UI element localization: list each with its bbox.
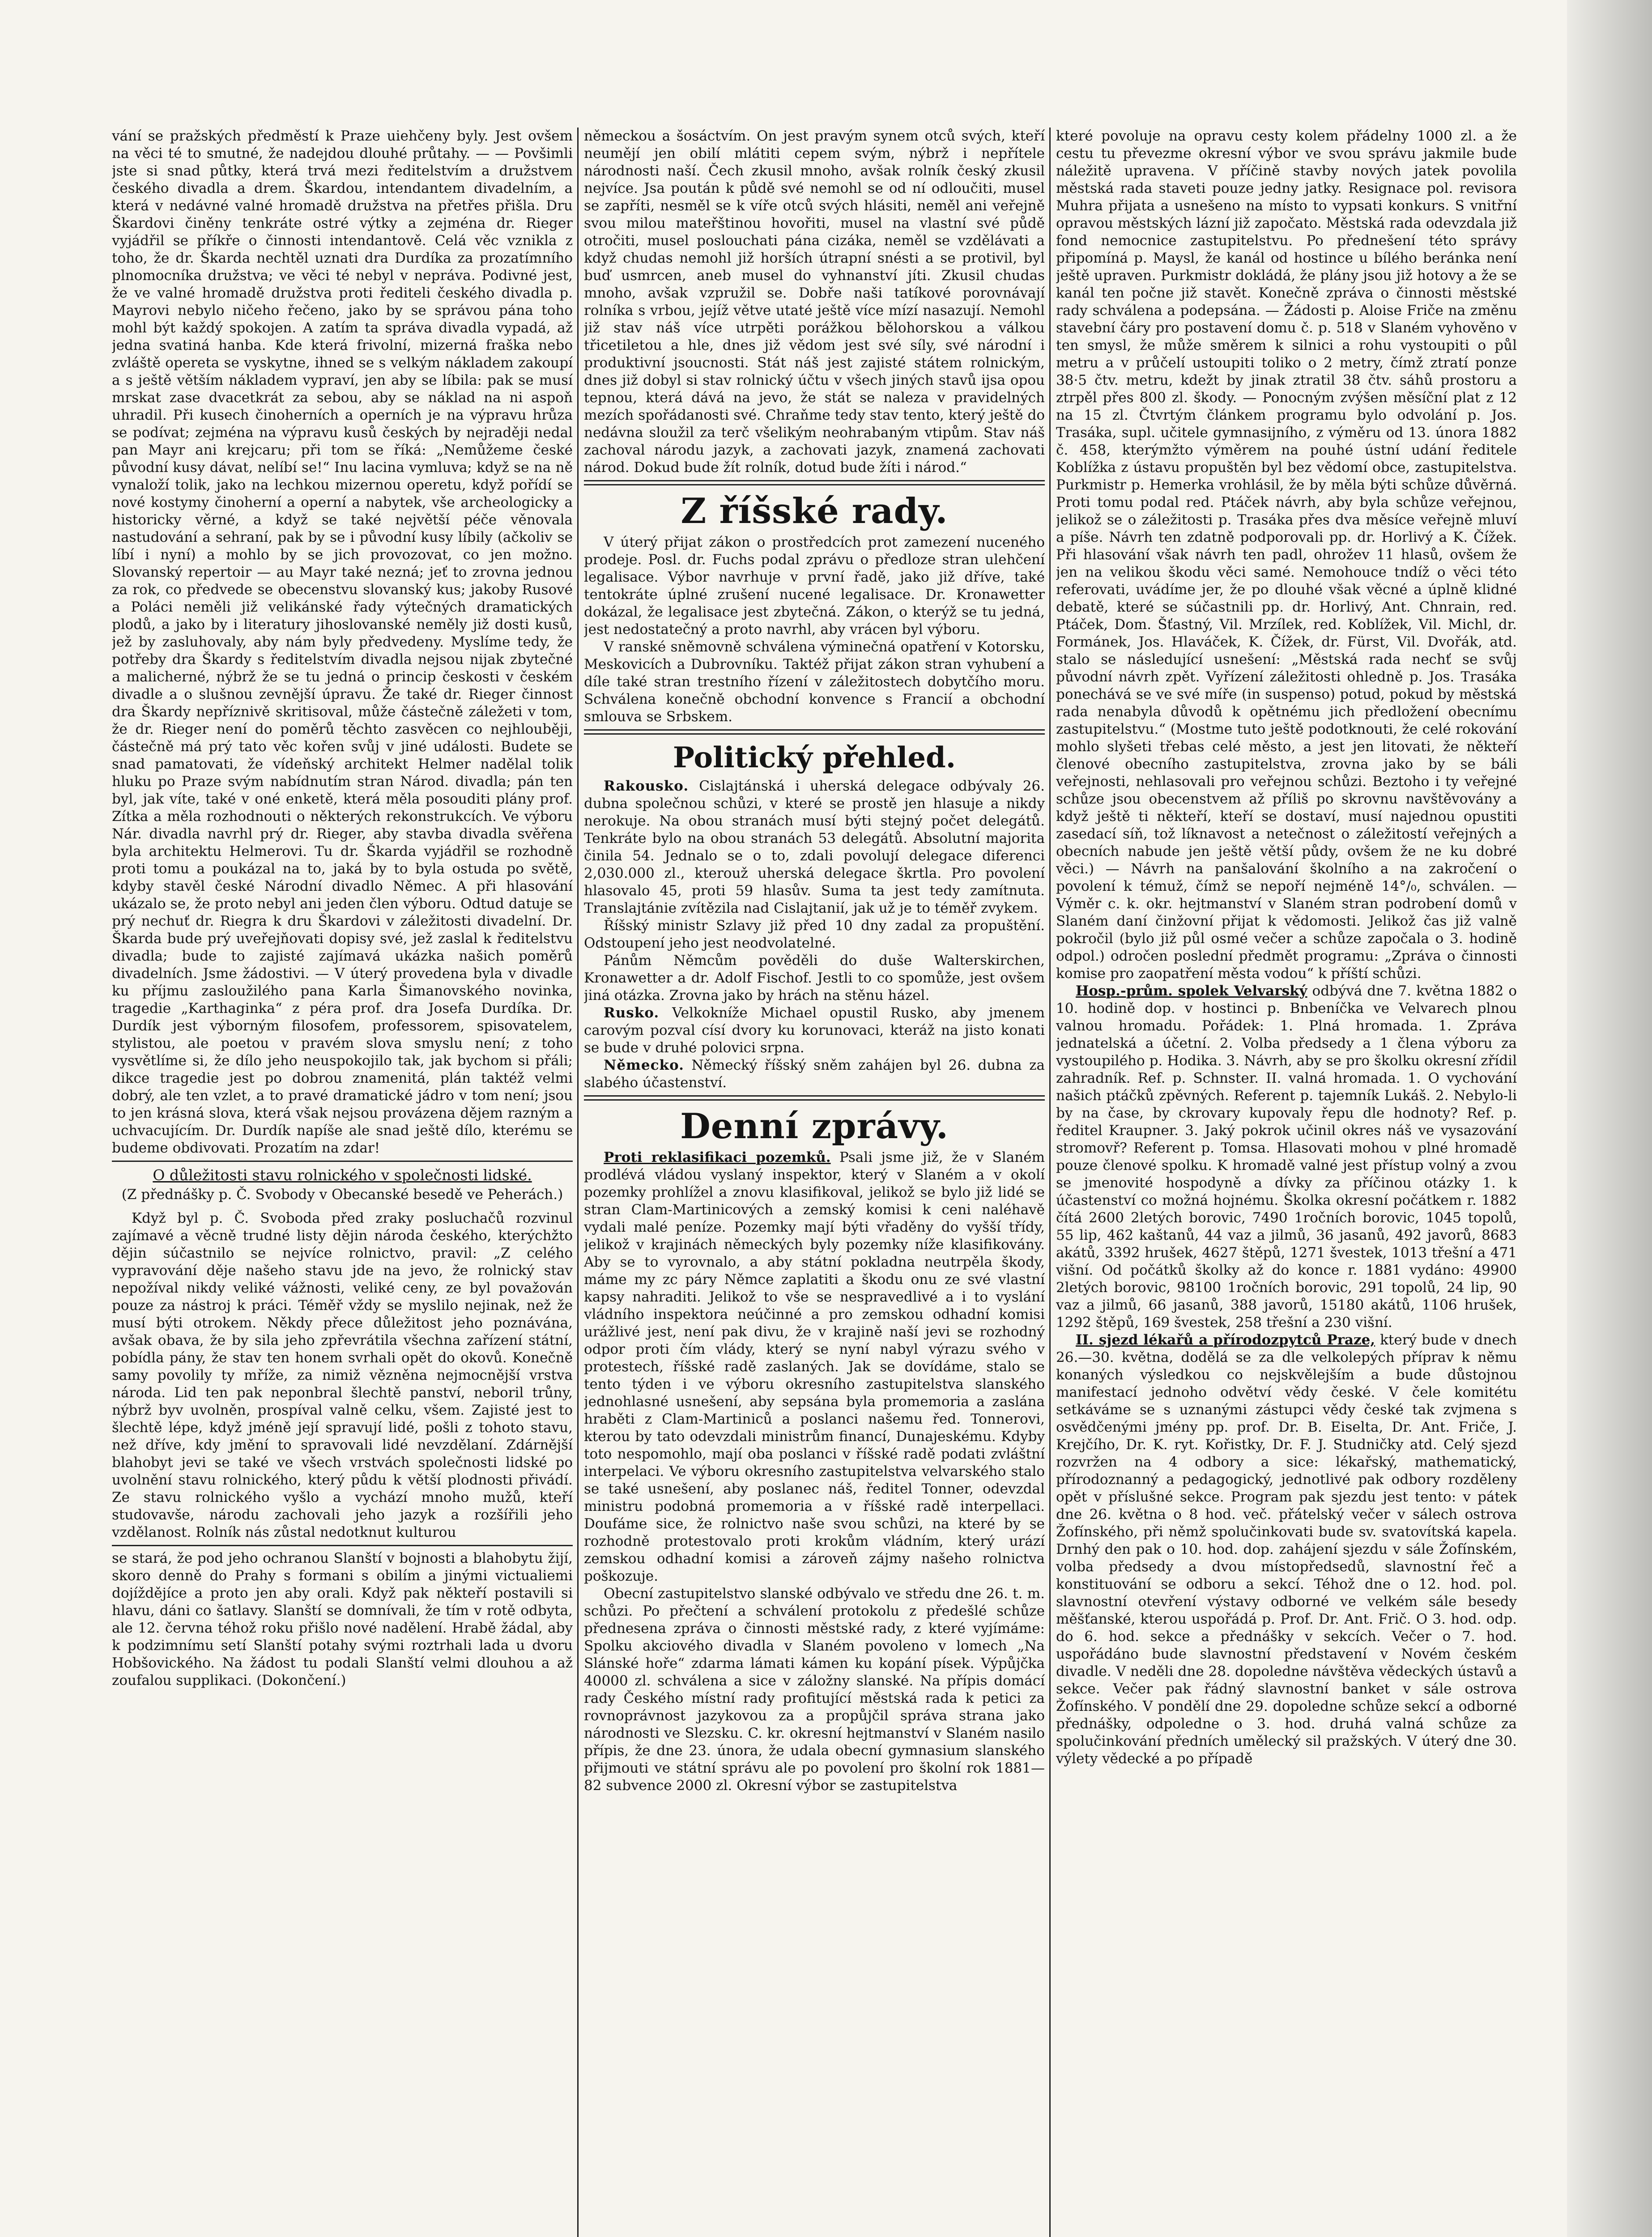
- political-russia-text: Velkokníže Michael opustil Rusko, aby jmenem carovým pozval císí dvory ku korunovaci, kteráž na jisto konati se bude v druhé polovici srpna.: [584, 1005, 1045, 1056]
- political-germany-text: Německý říšský sněm zahájen byl 26. dubna za slabého účastenství.: [584, 1057, 1045, 1091]
- column-3: [1056, 128, 1517, 2237]
- article-farmers-continued: německou a šosáctvím. On jest pravým synem otců svých, kteří neumějí jen obilí mlátiti cepem svým, nýbrž i nepřítele národnosti naší. Čech zkusil mnoho, avšak rolník český zkusil nejvíce. Jsa poután k půdě své nemohl se od ní odloučiti, musel se zapříti, nesměl se k víře otců svých hlásiti, neměl ani veřejně svou milou mateřštinou hovořiti, musel na vlastní své půdě otročiti, musel poslouchati pána cizáka, neměl se vzdělávati a když chudas nemohl již horších útrapní snésti a se protivil, byl buď usmrcen, aneb musel do vyhnanství jíti. Zkusil chudas mnoho, avšak vzpružil se. Dobře naši tatíkové porovnávají rolníka s vrbou, jejíž větve utaté ještě více mízí nasazují. Nemohl již stav náš více utrpěti porážkou bělohorskou a válkou třicetiletou a hle, dnes již vědom jest své síly, své národní i produktivní jsoucnosti. Stát náš jest zajisté státem rolnickým, dnes již dobyl si stav rolnický účtu v všech jiných stavů ijsa opou tepnou, která dává na jevo, že stát se naleza v pravidelných mezích spořádanosti své. Chraňme tedy stav tento, který ještě do nedávna sloužil za terč všelikým neohrabaným vtipům. Stav náš zachoval národu jazyk, a zachovati jazyk, znamená zachovati národ. Dokud bude žít rolník, dotud bude žíti i národ.“: [584, 128, 1045, 476]
- page-edge-shadow: [1567, 0, 1652, 2237]
- newspaper-page: [112, 128, 1517, 2237]
- column-rule-2: [1049, 128, 1051, 2237]
- divider: [112, 1545, 573, 1546]
- lead-russia: Rusko.: [604, 1005, 660, 1021]
- lead-austria: Rakousko.: [604, 778, 689, 794]
- lead-germany: Německo.: [604, 1057, 684, 1073]
- news-reclassification: [584, 1149, 1045, 1585]
- political-austria-text: Cislajtánská i uherská delegace odbývaly 26. dubna společnou schůzi, v které se prostě jen hlasuje a nikdy nerokuje. Na obou stranách musí býti stejný počet delegátů. Tenkráte bylo na obou stranách 53 delegátů. Absolutní majorita činila 54. Jednalo se o to, zdali povolují delegace diferenci 2,030.000 zl., kterouž uherská delegace škrtla. Pro povolení hlasovalo 45, proti 59 hlasův. Suma ta jest tedy zamítnuta. Translajtánie zvítězila nad Cislajtanií, jak už je to téměř zvykem.: [584, 778, 1045, 916]
- column-rule-1: [577, 128, 579, 2237]
- news-town-council-continued: které povoluje na opravu cesty kolem přádelny 1000 zl. a že cestu tu převezme okresní výbor ve svou správu jakmile bude náležitě upravena. V příčině stavby nových jatek povolila městská rada staveti pouze jedny jatky. Resignace pol. revisora Muhra přijata a usnešeno na místo to vypsati konkurs. S vnitřní opravou městských lázní již započato. Městská rada odevzdala již fond nemocnice zastupitelstvu. Po přednešení této správy připomíná p. Maysl, že kanál od hostince u bílého beránka není ještě upraven. Purkmistr dokládá, že plány jsou již hotovy a že se kanál ten počne již stavět. Konečně zpráva o činnosti městské rady schválena a podepsána. — Žádosti p. Aloise Friče na změnu stavební čáry pro postavení domu č. p. 518 v Slaném vyhověno v ten smysl, že může směrem k silnici a rohu vystoupiti o půl metru a v průčelí ustoupiti toliko o 2 metry, čímž ztratí ponze 38·5 čtv. metru, kdežt by jinak ztratil 38 čtv. sáhů prostoru a ztrpěl přes 800 zl. škody. — Ponocným zvýšen měsíční plat z 12 na 15 zl. Čtvrtým článkem programu bylo odvolání p. Jos. Trasáka, supl. učitele gymnasijního, z výměru od 13. února 1882 č. 458, kterýmžto výměrem na pouhé ústní udání ředitele Koblížka z ústavu propuštěn byl bez vědomí obce, zastupitelstva. Purkmistr p. Hemerka vrohlásil, že by měla býti schůze důvěrná. Proti tomu podal red. Ptáček návrh, aby byla schůze veřejnou, jelikož se o záležitosti p. Trasáka přes dva měsíce veřejně mluví a píše. Návrh ten zdatně podporovali pp. dr. Horlivý a K. Čížek. Při hlasování však návrh ten padl, ohrožev 11 hlasů, ovšem že jen na velikou škodu věci samé. Nemohouce tndíž o věci této referovati, uvádíme jer, že po dlouhé však věcné a úplně klidné debatě, které se súčastnili pp. dr. Horlivý, Ant. Chnrain, red. Ptáček, Dom. Šťastný, Vil. Mrzílek, red. Koblížek, Vil. Michl, dr. Formánek, Jos. Hlaváček, K. Čížek, dr. Fürst, Vil. Dvořák, atd. stalo se následující usnešení: „Městská rada nechť se svůj původní návrh zpět. Vyřízení záležitosti ohledně p. Jos. Trasáka ponechává se ve své míře (in suspenso) potud, pokud by městská rada nenabyla důvodů k opětnému jich předložení obecnímu zastupitelstvu.“ (Mostme tuto ještě podotknouti, že celé rokování mohlo slyšeti třebas celé město, a jest jen litovati, že někteří členové obecního zastupitelstva, zrovna jako by se báli veřejnosti, nehlasovali pro veřejnou schůzi. Beztoho i ty veřejné schůze jsou obecenstvem až příliš po skrovnu navštěvovány a když ještě ti někteří, kteří se dostaví, musí najednou opustiti zasedací síň, tož líknavost a netečnost o záležitostí veřejných a obecních nabude jen ještě větší půdy, ovšem že ne ku dobré věci.) — Návrh na panšalování školního a na zakročení o povolení k témuž, čímž se nepoří nejméně 14°/₀, schválen. — Výměr c. k. okr. hejtmanství v Slaném stran podrobení domů v Slaném daní činžovní přijat k vědomosti. Jelikož čas již valně pokročil (bylo již půl osmé večer a schůze započala o 3. hodině odpol.) odročen poslední předmět programu: „Zpráva o činnosti komise pro zaopatření města vodou“ k příští schůzi.: [1056, 128, 1517, 982]
- imperial-council-text-1: V úterý přijat zákon o prostředcích prot zamezení nuceného prodeje. Posl. dr. Fuchs podal zprávu o předloze stran ulehčení legalisace. Výbor navrhuje v první řadě, jako již dříve, také tentokráte úplné zrušení nucené legalisace. Dr. Kronawetter dokázal, že legalisace jest zbytečná. Zákon, o kterýž se tu jedná, jest nedostatečný a proto navrhl, aby vrácen byl výboru.: [584, 534, 1045, 638]
- divider: [584, 1095, 1045, 1101]
- political-germans: Pánům Němcům pověděli do duše Walterskirchen, Kronawetter a dr. Adolf Fischof. Jestli to co spomůže, jest ovšem jiná otázka. Zrovna jako by hrách na stěnu házel.: [584, 953, 1045, 1004]
- political-austria: [584, 778, 1045, 917]
- political-russia: [584, 1004, 1045, 1057]
- political-germany: [584, 1057, 1045, 1092]
- lead-velvary-society: Hosp.-prům. spolek Velvarský: [1076, 983, 1307, 999]
- news-velvary-society-text: odbývá dne 7. května 1882 o 10. hodině dop. v hostinci p. Bnbeníčka ve Velvarech plnou valnou hromadu. Pořádek: 1. Plná hromada. 1. Zpráva jednatelská a účetní. 2. Volba předsedy a 1 člena výboru za vystoupilého p. Hodika. 3. Návrh, aby se pro školku okresní zřídil zahradník. Ref. p. Schnster. II. valná hromada. 1. O vychování našich ptáčků zpěvných. Referent p. tajemník Lukáš. 2. Nebylo-li by na čase, by ckrovary kupovaly řepu dle hodnoty? Ref. p. ředitel Kraupner. 3. Jaký pokrok učinil okres náš ve vysazování stromovř? Referent p. Tomsa. Hlasovati mohou v plné hromadě pouze členové spolku. K hromadě valné jest přístup volný a zvou se jmenovité hospodyně a dívky za příčinou otázky 1. k účastenství co možná hojnému. Školka okresní počátkem r. 1882 čítá 2600 2letých borovic, 7490 1ročních borovic, 1045 topolů, 55 lip, 462 kaštanů, 44 vaz a jilmů, 36 jasanů, 492 javorů, 8683 akátů, 3392 hrušek, 4627 štěpů, 1271 švestek, 1013 třešní a 471 višní. Od počátků školky až do konce r. 1881 vydáno: 49900 2letých borovic, 98100 1ročních borovic, 291 topolů, 24 lip, 90 vaz a jilmů, 66 jasanů, 388 javorů, 15180 akátů, 1106 hrušek, 1292 štěpů, 169 švestek, 258 třešní a 230 višní.: [1056, 983, 1517, 1331]
- article-farmers-text: Když byl p. Č. Svoboda před zraky posluchačů rozvinul zajímavé a věcně trudné listy dějin národa českého, kterýchžto dějin súčastnilo se nejvíce rolnictvo, pravil: „Z celého vypravování děje našeho stavu jde na jevo, že rolnický stav nepožíval nikdy veliké vážnosti, veliké ceny, ze byl považován pouze za nástroj k práci. Téměř vždy se myslilo nejinak, než že musí býti otrokem. Někdy přece důležitost jeho poznávána, avšak obava, že by sila jeho zpřevrátila všechna zařízení státní, pobídla pány, že stav ten honem svrhali opět do okovů. Konečně samy povolily ty mříže, za nimiž vězněna nejmocnější vrstva národa. Lid ten pak neponbral šlechtě panství, neboril trůny, nýbrž byv uvolněn, prospíval valně celku, všem. Zajisté jest to šlechtě lépe, když jméně její spravují lidé, pošli z tohoto stavu, než dříve, kdy jmění to spravovali lidé nevzdělaní. Zdárnější blahobyt jevi se také ve všech vrstvách společnosti lidské po uvolnění stavu rolnického, který půdu k větší plodnosti přivádí. Ze stavu rolnického vyšlo a vychází mnoho mužů, kteří studovavše, národu zachovali jeho jazyk a rozšířili jeho vzdělanost. Rolník nás zůstal nedotknut kulturou: [112, 1210, 573, 1540]
- news-physicians-congress-text: který bude v dnech 26.—30. května, dodělá se za dle velkolepých příprav k němu konaných výsledkou co nejskvělejším a bude důstojnou manifestací jednoho odvětví vědy české. V čele komitétu setkáváme se s uznanými zástupci vědy české tak zvjmena s osvědčenými jmény pp. prof. Dr. B. Eiselta, Dr. Ant. Friče, J. Krejčího, Dr. K. ryt. Kořistky, Dr. F. J. Studničky atd. Celý sjezd rozvržen na 4 odbory a sice: lékařský, mathematický, přírodoznanný a pedagogický, jednotlivé pak odbory rozděleny opět v příslušné sekce. Program pak sjezdu jest tento: v pátek dne 26. května o 8 hod. več. přátelský večer v sálech ostrova Žofínského, při němž spolučinkovati bude sv. svatovítská kapela. Drnhý den pak o 10. hod. dop. zahájení sjezdu v sále Žofínském, volba předsedy a dvou místopředsedů, slavnostní řeč a konstituování se odboru a sekcí. Téhož dne o 12. hod. pol. slavnostní otevření výstavy odborné ve velkém sále besedy měšťanské, kterou uspořádá p. Prof. Dr. Ant. Frič. O 3. hod. odp. do 6. hod. sekce a přednášky v sekcích. Večer o 7. hod. uspořádáno bude slavnostní představení v Novém českém divadle. V neděli dne 28. dopoledne návštěva vědeckých ústavů a sekce. Večer pak řádný slavnostní banket v sále ostrova Žofínského. V pondělí dne 29. dopoledne schůze sekcí a odborné přednášky, odpoledne o 3. hod. druhá valná schůze za spolučinkování předních umělecký sil pražských. V úterý dne 30. výlety vědecké a po případě: [1056, 1332, 1517, 1767]
- divider: [584, 729, 1045, 735]
- article-theatre-text: vání se pražských předměstí k Praze uiehčeny byly. Jest ovšem na věci té to smutné, že nadejdou dlouhé průtahy. — — Povšimli jste si snad půtky, která trvá mezi ředitelstvím a družstvem českého divadla a drem. Škardou, intendantem divadelním, a která v nedávné valné hromadě družstva na přetřes přišla. Dru Škardovi činěny tenkráte ostré výtky a zejména dr. Rieger vyjádřil se příkře o činnosti intendantově. Celá věc vznikla z toho, že dr. Škarda nechtěl uznati dra Durdíka za prozatímního plnomocníka družstva; ve věci té nebyl v nepráva. Podivné jest, že ve valné hromadě družstva proti řediteli českého divadla p. Mayrovi nebylo ničeho řečeno, jako by se správou pána toho mohl být každý spokojen. A zatím ta správa divadla vypadá, až jedna svatiná hanba. Kde která frivolní, mizerná fraška nebo zvláště opereta se vyskytne, ihned se s velkým nákladem zakoupí a s ještě větším nákladem vypraví, jen aby se líbila: pak se musí mrskat zase dvacetkrát za sebou, aby se náklad na ni aspoň uhradil. Při kusech činoherních a operních je na výpravu hrůza se podívat; zejména na výpravu kusů českých by nejraději nedal pan Mayr ani krejcaru; při tom se říká: „Nemůžeme české původní kusy dávat, nelíbí se!“ Inu lacina vymluva; když se na ně vynaloží tolik, jako na lechkou mizernou operetu, když pořídí se nové kostymy činoherní a operní a nabytek, vše archeologicky a historicky věrné, a když se také největší péče věnovala nastudování a sehraní, pak by se i původní kusy líbily (ačkoliv se líbí i nyní) a mohlo by se jich provozovat, co jen možno. Slovanský repertoir — au Mayr také nezná; jeť to zrovna jednou za rok, co předvede se obecenstvu slovanský kus; jakoby Rusové a Poláci neměli již velikánské řady výtečných dramatických plodů, a jako by i literatury jihoslovanské neměly již dosti kusů, jež by zasluhovaly, aby nám byly předvedeny. Myslíme tedy, že potřeby dra Škardy s ředitelstvím divadla nejsou nijak zbytečné a malicherné, nýbrž že se tu jedná o princip českosti v českém divadle a o slušnou zevnější úpravu. Že také dr. Rieger činnost dra Škardy nepříznivě skritisoval, může částečně záležeti v tom, že dr. Rieger není do poměrů těchto zasvěcen co nejhlouběji, částečně má prý tato věc kořen svůj v jiné události. Budete se snad pamatovati, že vídeňský architekt Helmer nadělal tolik hluku po Praze svým nabídnutím stran Národ. divadla; pán ten byl, jak víte, také v oné enketě, která měla posouditi plány prof. Zítka a měla rozhodnouti o některých rekonstrukcích. Ve výboru Nár. divadla navrhl prý dr. Rieger, aby stavba divadla svěřena byla architektu Helmerovi. Tu dr. Škarda vyjádřil se rozhodně proti tomu a poukázal na to, jaká by to byla ostuda po světě, kdyby stavěl české Národní divadlo Němec. A při hlasování ukázalo se, že proto nebyl ani jeden člen výboru. Odtud datuje se prý nechuť dr. Riegra k dru Škardovi v záležitosti divadelní. Dr. Škarda bude prý uveřejňovati dopisy své, jež zaslal k ředitelstvu divadla; bude to zajisté zajímavá ukázka našich poměrů divadelních. Jsme žádostivi. — V úterý provedena byla v divadle ku příjmu zasloužilého pana Karla Šimanovského novinka, tragedie „Karthaginka“ z péra prof. dra Josefa Durdíka. Dr. Durdík jest výborným filosofem, professorem, spisovatelem, stylistou, ale poetou v pravém slova smyslu není; z toho vysvětlíme si, že dílo jeho neuspokojilo tak, jak bychom si přáli; dikce tragedie jest po dobrou znamenitá, plán taktéž velmi dobrý, ale ten vzlet, a to pravé dramatické jádro v tom není; jsou to jen krásná slova, která však nejsou provázena dějem razným a uchvacujícím. Dr. Durdík napíše ale snad ještě dílo, kterému se budeme obdivovati. Prozatím na zdar!: [112, 128, 573, 1156]
- news-velvary-society: [1056, 982, 1517, 1331]
- lead-reclassification: Proti reklasifikaci pozemků.: [604, 1149, 831, 1165]
- column-1: [112, 128, 573, 2237]
- article-subheading-farmers: (Z přednášky p. Č. Svobody v Obecanské besedě ve Peherách.): [121, 1187, 563, 1203]
- divider: [584, 480, 1045, 485]
- article-heading-farmers: O důležitosti stavu rolnického v společnosti lidské.: [153, 1166, 532, 1184]
- lead-physicians-congress: II. sjezd lékařů a přírodozpytců Praze,: [1076, 1332, 1375, 1348]
- news-physicians-congress: [1056, 1331, 1517, 1768]
- news-town-council: Obecní zastupitelstvo slanské odbývalo ve středu dne 26. t. m. schůzi. Po přečtení a schválení protokolu z předešlé schůze přednesena zpráva o činnosti městské rady, z které vyjímáme: Spolku akciového divadla v Slaném povoleno v lomech „Na Slánské hoře“ zdarma lámati kámen ku kopání písek. Výpůjčka 40000 zl. schválena a sice v záložny slanské. Na přípis domácí rady Českého místní rady profitující městská rada k petici za rovnoprávnost jazykovou za a propůjčil správa strana jako národnosti ve Slezsku. C. kr. okresní hejtmanství v Slaném nasilo přípis, že dne 23. února, že udala obecní gymnasium slanského přijmouti ve státní správu ale po povolení pro školní rok 1881—82 subvence 2000 zl. Okresní výbor se zastupitelstva: [584, 1586, 1045, 1794]
- section-heading-political-review: Politický přehled.: [673, 741, 956, 774]
- section-heading-imperial-council: Z říšské rady.: [681, 491, 948, 532]
- political-szlavy: Říšský ministr Szlavy již před 10 dny zadal za propuštění. Odstoupení jeho jest neodvolatelné.: [584, 918, 1045, 951]
- section-heading-daily-news: Denní zprávy.: [680, 1106, 949, 1147]
- column-2: [584, 128, 1045, 2237]
- imperial-council-text-2: V ranské sněmovně schválena výminečná opatření v Kotorsku, Meskovicích a Dubrovníku. Taktéž přijat zákon stran vyhubení a díle také stran trestního řízení v záležitostech dobytčího moru. Schválena konečně obchodní konvence s Francií a obchodní smlouva se Srbskem.: [584, 639, 1045, 725]
- divider: [112, 1161, 573, 1162]
- news-reclassification-text: Psali jsme již, že v Slaném prodlévá vládou vyslaný inspektor, který v Slaném a v okolí pozemky prohlížel a znovu klasifikoval, jelikož se bylo již lidé se stran Clam-Martinicových a zemský komisi k ceni naléhavě vydali malé peníze. Pozemky mají býti vřaděny do vyšší třídy, jelikož v krajinách německých byly pozemky níže klasifikovány. Aby se to vyrovnalo, a aby státní pokladna neutrpěla škody, máme my zc páry Němce zaplatiti a škodu onu ze své vlastní kapsy nahraditi. Jelikož to vše se nespravedlivé a i to vyslání vládního inspektora neúčinné a pro zemskou odhadní komisi urážlivé jest, není pak divu, že v krajině naší jevi se rozhodný odpor proti čím vlády, který se nyní nabyl výrazu svého v protestech, říšské radě zaslaných. Jak se dovídáme, stalo se tento týden i ve výboru okresního zastupitelstva slanského jednohlasné usnešení, aby sepsána byla promemoria a zaslána hraběti z Clam-Martiniců a poslanci našemu řed. Tonnerovi, kterou by tato odevzdali ministrům financí, Dunajeskému. Kdyby toto nespomohlo, mají oba poslanci v říšské radě podati zvláštní interpelaci. Ve výboru okresního zastupitelstva velvarského stalo se také usnešení, aby poslanec náš, ředitel Tonner, odevzdal ministru podobná promemoria a v říšské radě interpellaci. Doufáme sice, že rolnictvo naše svou schůzi, na které by se rozhodně protestovalo proti krokům vládním, který urází zemskou odhadní komisi a zároveň zájmy našeho rolnictva poškozuje.: [584, 1149, 1045, 1584]
- article-feuilleton-text: se stará, že pod jeho ochranou Slanští v bojnosti a blahobytu žijí, skoro denně do Prahy s formani s obilím a jinými victualiemi dojíždějíce a proto jen aby orali. Když pak někteří postavili si hlavu, dáni co šatlavy. Slanští se domnívali, že tím v rotě odbyta, ale 12. června téhož roku přišlo nové nadělení. Hrabě žádal, aby k podzimnímu setí Slanští potahy svými roztrhali lada u dvoru Hobšovického. Na žádost tu podali Slanští velmi dlouhou a až zoufalou supplikaci. (Dokončení.): [112, 1550, 573, 1688]
